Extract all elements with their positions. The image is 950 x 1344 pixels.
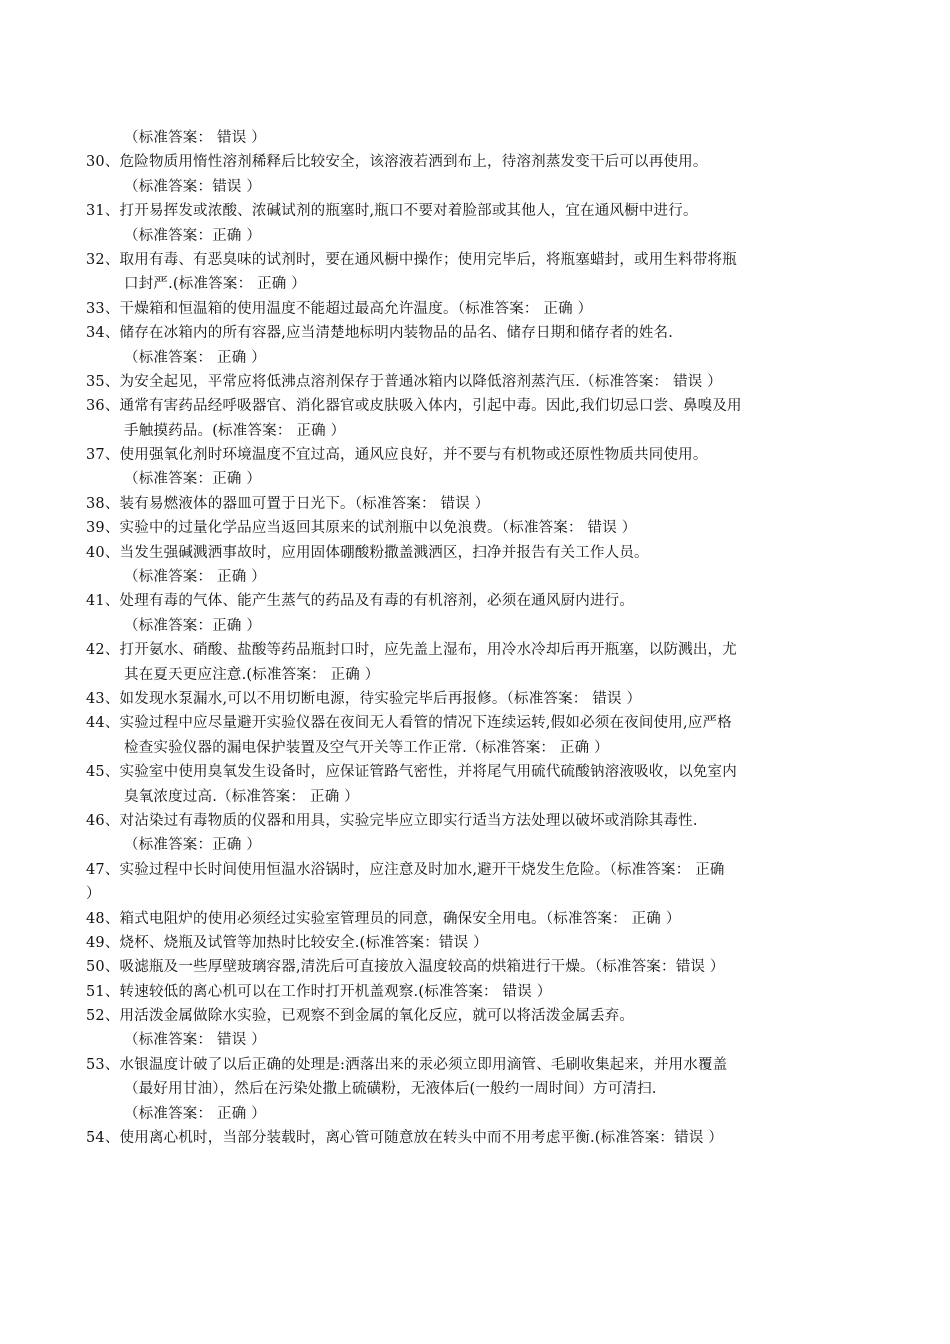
question-continuation-line: （标准答案：错误 ） <box>124 178 262 195</box>
question-line: 53、水银温度计破了以后正确的处理是:洒落出来的汞必须立即用滴管、毛刷收集起来，并用水覆盖 <box>86 1056 728 1073</box>
question-continuation-line: 其在夏天更应注意.(标准答案： 正确 ） <box>124 666 380 683</box>
question-continuation-line: （标准答案： 错误 ） <box>124 130 266 146</box>
question-line: 54、使用离心机时，当部分装载时，离心管可随意放在转头中而不用考虑平衡.(标准答案：错误 ） <box>86 1130 724 1147</box>
question-continuation-line: （标准答案： 正确 ） <box>124 349 266 366</box>
question-continuation-line: （标准答案：正确 ） <box>124 227 262 244</box>
question-continuation-line: 口封严.(标准答案： 正确 ） <box>124 276 306 293</box>
question-list <box>86 126 846 1150</box>
question-continuation-line: （标准答案：正确 ） <box>124 617 262 634</box>
question-continuation-line: （标准答案： 正确 ） <box>124 569 266 586</box>
question-line: 44、实验过程中应尽量避开实验仪器在夜间无人看管的情况下连续运转,假如必须在夜间使用,应严格 <box>86 715 732 732</box>
question-line: 42、打开氨水、硝酸、盐酸等药品瓶封口时，应先盖上湿布，用冷水冷却后再开瓶塞，以防溅出，尤 <box>86 642 737 659</box>
question-line: 43、如发现水泵漏水,可以不用切断电源，待实验完毕后再报修。（标准答案： 错误 ） <box>86 690 642 707</box>
question-line: 52、用活泼金属做除水实验，已观察不到金属的氧化反应，就可以将活泼金属丢弃。 <box>86 1008 635 1025</box>
question-line: 36、通常有害药品经呼吸器官、消化器官或皮肤吸入体内，引起中毒。因此,我们切忌口尝、鼻嗅及用 <box>86 398 742 415</box>
question-continuation-line: 臭氧浓度过高.（标准答案： 正确 ） <box>124 788 359 805</box>
question-line: 50、吸滤瓶及一些厚壁玻璃容器,清洗后可直接放入温度较高的烘箱进行干燥。（标准答案：错误 ） <box>86 959 725 976</box>
question-line: 34、储存在冰箱内的所有容器,应当清楚地标明内装物品的品名、储存日期和储存者的姓名. <box>86 325 674 342</box>
question-line: ） <box>86 886 101 903</box>
question-line: 39、实验中的过量化学品应当返回其原来的试剂瓶中以免浪费。（标准答案： 错误 ） <box>86 520 637 537</box>
question-line: 35、为安全起见，平常应将低沸点溶剂保存于普通冰箱内以降低溶剂蒸汽压.（标准答案： 错误 ） <box>86 373 722 390</box>
question-line: 51、转速较低的离心机可以在工作时打开机盖观察.(标准答案： 错误 ） <box>86 983 552 1000</box>
question-line: 37、使用强氧化剂时环境温度不宜过高，通风应良好，并不要与有机物或还原性物质共同使用。 <box>86 447 708 464</box>
question-line: 46、对沾染过有毒物质的仪器和用具，实验完毕应立即实行适当方法处理以破坏或消除其毒性. <box>86 812 698 829</box>
question-line: 33、干燥箱和恒温箱的使用温度不能超过最高允许温度。（标准答案： 正确 ） <box>86 300 593 317</box>
question-line: 30、危险物质用惰性溶剂稀释后比较安全，该溶液若洒到布上，待溶剂蒸发变干后可以再使用。 <box>86 154 708 171</box>
question-line: 32、取用有毒、有恶臭味的试剂时，要在通风橱中操作；使用完毕后，将瓶塞蜡封，或用生料带将瓶 <box>86 251 737 268</box>
question-continuation-line: （标准答案： 错误 ） <box>124 1032 266 1049</box>
question-line: 49、烧杯、烧瓶及试管等加热时比较安全.(标准答案：错误 ） <box>86 934 488 951</box>
question-line: 48、箱式电阻炉的使用必须经过实验室管理员的同意，确保安全用电。（标准答案： 正确 ） <box>86 910 681 927</box>
question-continuation-line: 手触摸药品。(标准答案： 正确 ） <box>124 422 346 439</box>
question-line: 38、装有易燃液体的器皿可置于日光下。（标准答案： 错误 ） <box>86 495 490 512</box>
question-continuation-line: （标准答案： 正确 ） <box>124 1105 266 1122</box>
question-continuation-line: （标准答案：正确 ） <box>124 471 262 488</box>
question-continuation-line: （标准答案：正确 ） <box>124 837 262 854</box>
question-line: 45、实验室中使用臭氧发生设备时，应保证管路气密性，并将尾气用硫代硫酸钠溶液吸收，以免室内 <box>86 764 737 781</box>
question-line: 40、当发生强碱溅洒事故时，应用固体硼酸粉撒盖溅洒区，扫净并报告有关工作人员。 <box>86 544 649 561</box>
question-line: 47、实验过程中长时间使用恒温水浴锅时，应注意及时加水,避开干烧发生危险。（标准答案： 正确 <box>86 861 725 878</box>
question-line: 31、打开易挥发或浓酸、浓碱试剂的瓶塞时,瓶口不要对着脸部或其他人，宜在通风橱中进行。 <box>86 203 698 220</box>
question-line: 41、处理有毒的气体、能产生蒸气的药品及有毒的有机溶剂，必须在通风厨内进行。 <box>86 593 635 610</box>
question-continuation-line: 检查实验仪器的漏电保护装置及空气开关等工作正常.（标准答案： 正确 ） <box>124 739 609 756</box>
question-continuation-line: （最好用甘油），然后在污染处撒上硫磺粉，无液体后(一般约一周时间）方可清扫. <box>124 1081 657 1098</box>
